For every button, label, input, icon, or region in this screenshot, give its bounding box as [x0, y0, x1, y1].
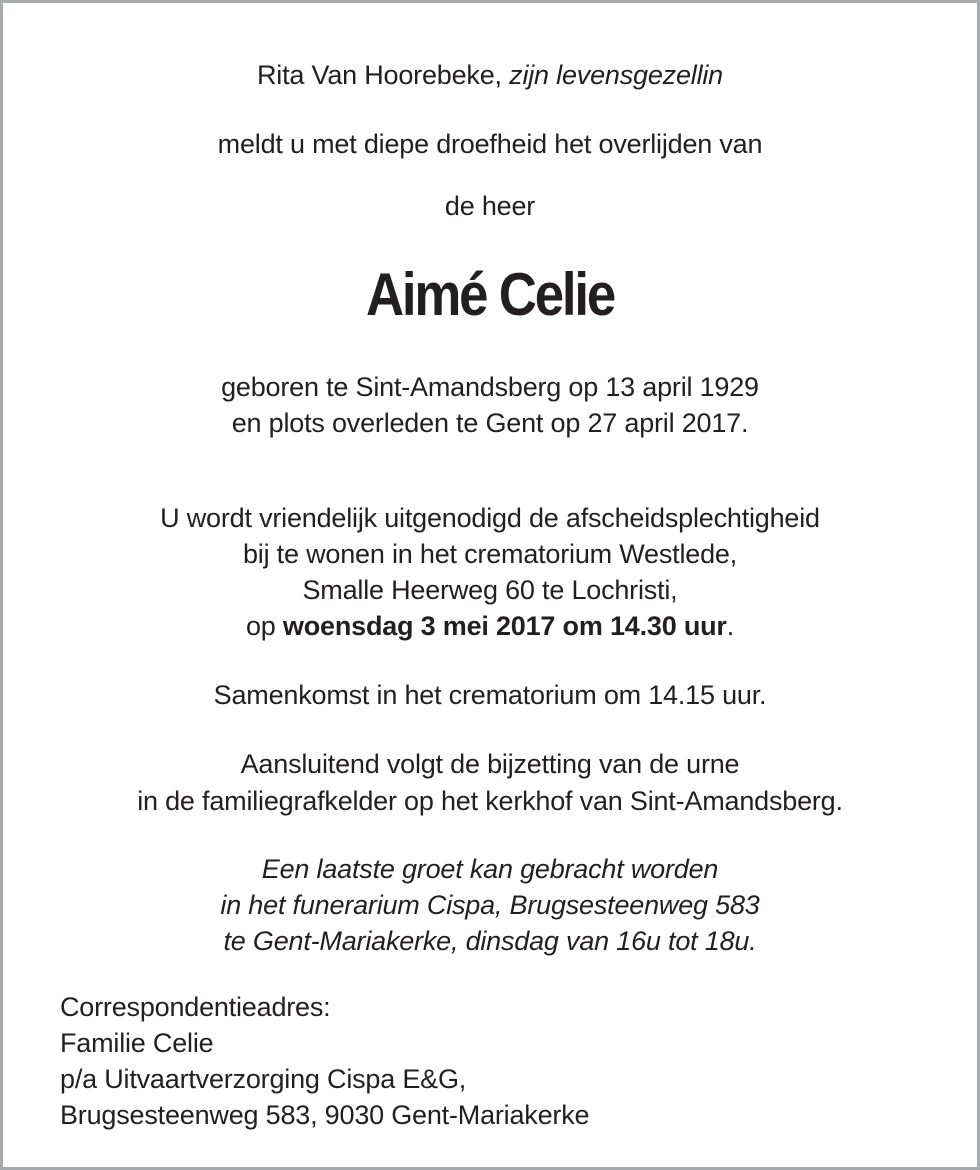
correspondence-name: Familie Celie [60, 1028, 214, 1058]
intro-line: meldt u met diepe droefheid het overlijden van [217, 129, 763, 159]
ceremony-location: bij te wonen in het crematorium Westlede, [242, 539, 738, 569]
partner-name: Rita Van Hoorebeke, [257, 60, 502, 90]
ceremony-datetime-prefix: op [245, 611, 276, 641]
partner-line [3, 57, 977, 93]
ceremony-datetime-line [3, 608, 977, 644]
gathering-line: Samenkomst in het crematorium om 14.15 uur. [213, 680, 767, 710]
birth-line: geboren te Sint-Amandsberg op 13 april 1929 [221, 372, 759, 402]
honorific-title: de heer [444, 191, 536, 221]
viewing-line-3: te Gent-Mariakerke, dinsdag van 16u tot 18u. [223, 926, 757, 956]
correspondence-care-of: p/a Uitvaartverzorging Cispa E&G, [60, 1064, 467, 1094]
ceremony-invitation: U wordt vriendelijk uitgenodigd de afscheidsplechtigheid [160, 503, 820, 533]
ceremony-address: Smalle Heerweg 60 te Lochristi, [302, 575, 678, 605]
ceremony-datetime-suffix: . [726, 611, 735, 641]
viewing-line-2: in het funerarium Cispa, Brugsesteenweg 583 [220, 890, 760, 920]
viewing-line-1: Een laatste groet kan gebracht worden [261, 854, 719, 884]
death-line: en plots overleden te Gent op 27 april 2017. [231, 408, 749, 438]
deceased-name: Aimé Celie [366, 261, 614, 328]
correspondence-address: Brugsesteenweg 583, 9030 Gent-Mariakerke [60, 1100, 590, 1130]
partner-role: zijn levensgezellin [509, 60, 723, 90]
correspondence-label: Correspondentieadres: [60, 992, 331, 1022]
burial-line-1: Aansluitend volgt de bijzetting van de urne [240, 749, 740, 779]
burial-line-2: in de familiegrafkelder op het kerkhof van Sint-Amandsberg. [137, 786, 843, 816]
ceremony-datetime: woensdag 3 mei 2017 om 14.30 uur [282, 611, 727, 641]
